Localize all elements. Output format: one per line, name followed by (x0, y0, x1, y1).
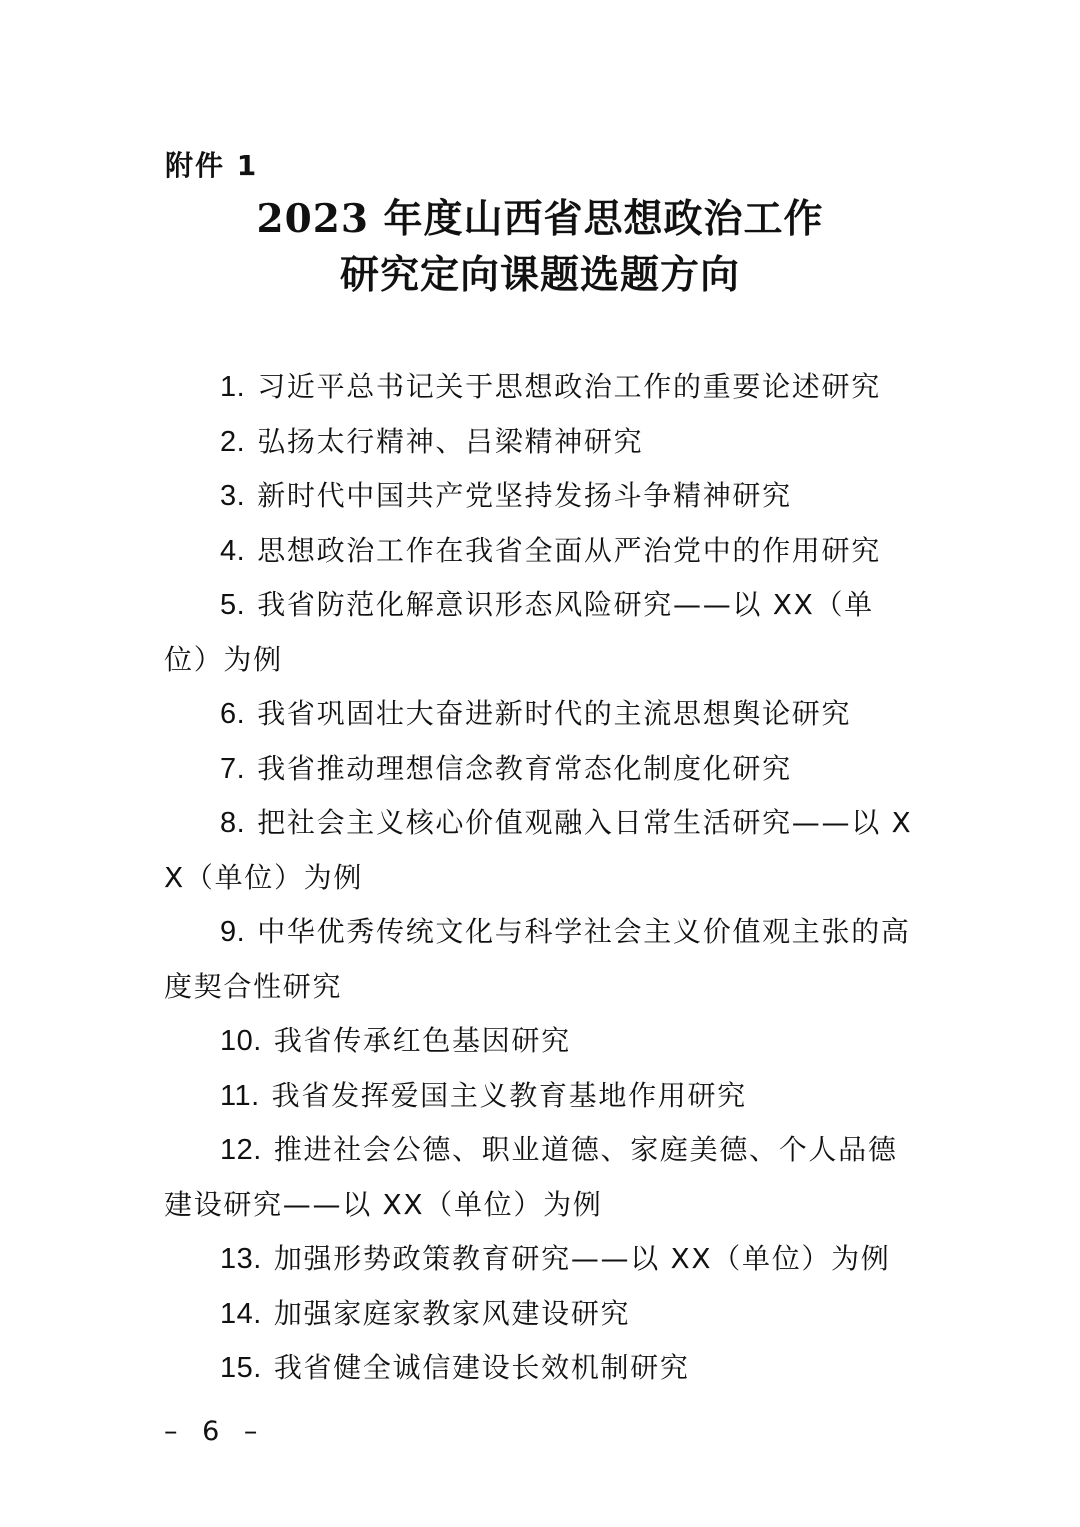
list-item (164, 360, 916, 415)
list-item (164, 905, 916, 1014)
item-text: 我省发挥爱国主义教育基地作用研究 (271, 1078, 747, 1112)
item-text: 我省巩固壮大奋进新时代的主流思想舆论研究 (257, 697, 852, 730)
item-number: 6. (220, 698, 246, 730)
item-number: 1. (220, 371, 246, 403)
item-number: 2. (220, 425, 246, 458)
list-item (164, 1123, 916, 1232)
list-item (164, 1069, 916, 1124)
item-number: 5. (220, 589, 246, 621)
document-title-line-1: 2023 年度山西省思想政治工作 (256, 196, 824, 242)
list-item (164, 1287, 916, 1342)
list-item (164, 742, 916, 797)
item-text: 我省健全诚信建设长效机制研究 (273, 1351, 690, 1384)
item-number: 4. (220, 534, 246, 567)
item-text: 习近平总书记关于思想政治工作的重要论述研究 (257, 370, 881, 403)
item-text: 思想政治工作在我省全面从严治党中的作用研究 (257, 533, 881, 567)
list-item (164, 796, 916, 905)
list-item (164, 1232, 916, 1287)
item-number: 13. (220, 1243, 262, 1275)
document-title-line-2: 研究定向课题选题方向 (339, 252, 740, 298)
list-item (164, 578, 916, 687)
item-text: 把社会主义核心价值观融入日常生活研究——以 XX（单位）为例 (164, 806, 913, 894)
topic-list (164, 360, 916, 1396)
list-item (164, 1014, 916, 1069)
list-item (164, 524, 916, 579)
item-number: 3. (220, 480, 246, 512)
list-item (164, 469, 916, 524)
item-number: 10. (220, 1025, 262, 1057)
item-text: 我省传承红色基因研究 (273, 1024, 571, 1057)
item-number: 8. (220, 807, 246, 839)
list-item (164, 1341, 916, 1396)
item-text: 弘扬太行精神、吕梁精神研究 (257, 424, 644, 458)
item-text: 加强形势政策教育研究——以 XX（单位）为例 (273, 1242, 891, 1275)
item-text: 新时代中国共产党坚持发扬斗争精神研究 (257, 479, 792, 512)
item-text: 我省推动理想信念教育常态化制度化研究 (257, 751, 792, 785)
page-number: – 6 – (164, 1416, 266, 1447)
attachment-label: 附件 1 (165, 149, 259, 182)
item-text: 加强家庭家教家风建设研究 (273, 1296, 631, 1330)
item-number: 12. (220, 1134, 262, 1166)
item-text: 我省防范化解意识形态风险研究——以 XX（单位）为例 (164, 588, 874, 676)
item-number: 15. (220, 1352, 262, 1384)
item-number: 7. (220, 752, 246, 785)
item-number: 9. (220, 916, 246, 948)
list-item (164, 415, 916, 470)
item-text: 中华优秀传统文化与科学社会主义价值观主张的高度契合性研究 (164, 915, 911, 1003)
item-number: 11. (220, 1079, 260, 1112)
item-number: 14. (220, 1297, 262, 1330)
item-text: 推进社会公德、职业道德、家庭美德、个人品德建设研究——以 XX（单位）为例 (164, 1133, 898, 1221)
list-item (164, 687, 916, 742)
